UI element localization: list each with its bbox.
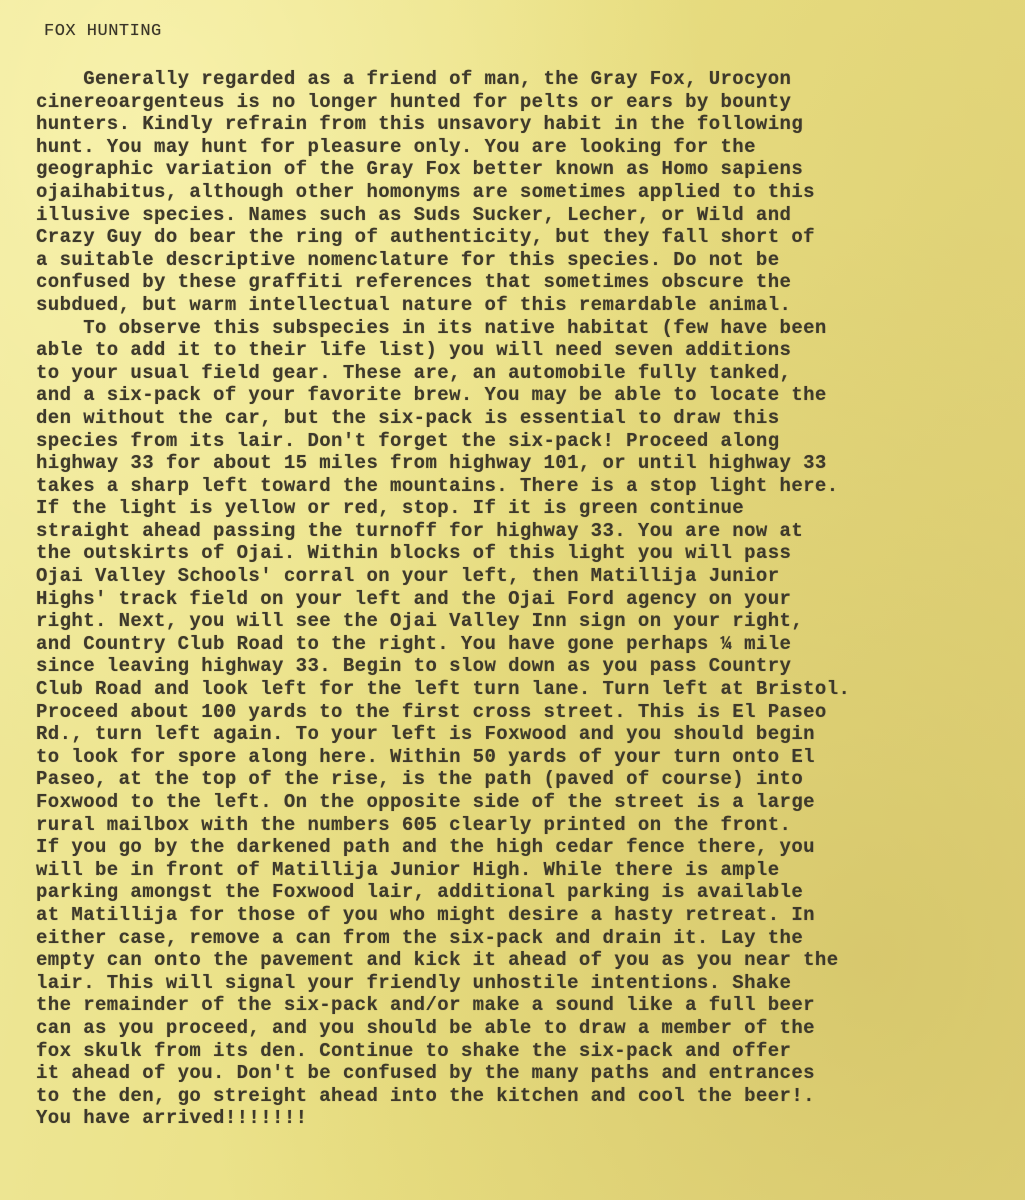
text-line: hunters. Kindly refrain from this unsavory habit in the following [36,113,804,136]
text-line: takes a sharp left toward the mountains. There is a stop light here. [36,474,839,497]
text-line: Crazy Guy do bear the ring of authenticity, but they fall short of [36,226,815,249]
text-line: Foxwood to the left. On the opposite side of the street is a large [36,791,815,813]
text-line: If you go by the darkened path and the high cedar fence there, you [36,836,815,859]
text-line: parking amongst the Foxwood lair, additional parking is available [36,881,804,904]
text-line: right. Next, you will see the Ojai Valley Inn sign on your right, [36,610,804,633]
text-line: lair. This will signal your friendly unhostile intentions. Shake [36,971,792,994]
text-line: able to add it to their life list) you will need seven additions [36,339,792,362]
text-line: either case, remove a can from the six-pack and drain it. Lay the [36,926,804,949]
text-line: can as you proceed, and you should be able to draw a member of the [36,1016,815,1039]
text-line: Rd., turn left again. To your left is Foxwood and you should begin [36,723,815,746]
text-line: geographic variation of the Gray Fox better known as Homo sapiens [36,158,804,181]
text-line: and a six-pack of your favorite brew. You may be able to locate the [36,384,827,407]
text-line: rural mailbox with the numbers 605 clearly printed on the front. [36,813,792,836]
text-line: subdued, but warm intellectual nature of this remardable animal. [36,293,792,316]
text-line: Paseo, at the top of the rise, is the path (paved of course) into [36,768,804,791]
text-line: cinereoargenteus is no longer hunted for pelts or ears by bounty [36,90,792,113]
text-line: to look for spore along here. Within 50 yards of your turn onto El [36,745,815,768]
text-line: To observe this subspecies in its native habitat (few have been [36,316,827,339]
text-line: confused by these graffiti references that sometimes obscure the [36,271,792,294]
text-line: illusive species. Names such as Suds Sucker, Lecher, or Wild and [36,203,792,226]
text-line: to your usual field gear. These are, an automobile fully tanked, [36,361,792,384]
text-line: and Country Club Road to the right. You have gone perhaps ¼ mile [36,632,792,655]
text-line: You have arrived!!!!!!! [36,1107,308,1130]
text-line: fox skulk from its den. Continue to shake the six-pack and offer [36,1039,792,1062]
text-line: den without the car, but the six-pack is essential to draw this [36,406,780,429]
text-line: If the light is yellow or red, stop. If it is green continue [36,497,745,520]
document-title: FOX HUNTING [44,22,162,41]
text-line: will be in front of Matillija Junior High. While there is ample [36,858,780,881]
text-line: Ojai Valley Schools' corral on your left, then Matillija Junior [36,565,780,588]
text-line: it ahead of you. Don't be confused by the many paths and entrances [36,1062,815,1085]
text-line: Proceed about 100 yards to the first cross street. This is El Paseo [36,700,827,723]
text-line: hunt. You may hunt for pleasure only. You are looking for the [36,135,756,158]
text-line: ojaihabitus, although other homonyms are sometimes applied to this [36,180,815,203]
text-line: a suitable descriptive nomenclature for this species. Do not be [36,248,780,271]
text-line: Generally regarded as a friend of man, the Gray Fox, Urocyon [36,68,792,90]
text-line: the remainder of the six-pack and/or make a sound like a full beer [36,994,815,1017]
text-line: Club Road and look left for the left turn lane. Turn left at Bristol. [36,678,851,701]
text-line: the outskirts of Ojai. Within blocks of this light you will pass [36,542,792,565]
text-line: straight ahead passing the turnoff for highway 33. You are now at [36,519,804,542]
document-body [36,68,996,1130]
text-line: highway 33 for about 15 miles from highway 101, or until highway 33 [36,452,827,475]
text-line: empty can onto the pavement and kick it ahead of you as you near the [36,949,839,972]
text-line: to the den, go streight ahead into the kitchen and cool the beer!. [36,1084,815,1107]
text-line: Highs' track field on your left and the Ojai Ford agency on your [36,587,792,610]
text-line: since leaving highway 33. Begin to slow down as you pass Country [36,655,792,678]
text-line: species from its lair. Don't forget the six-pack! Proceed along [36,429,780,452]
text-line: at Matillija for those of you who might desire a hasty retreat. In [36,903,815,926]
